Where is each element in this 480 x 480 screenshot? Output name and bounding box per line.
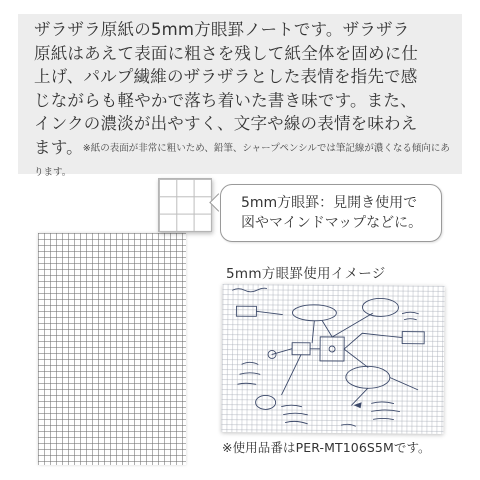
description-last-line: ます。 [34, 137, 83, 157]
grid-paper-illustration [38, 233, 186, 465]
mindmap-sample-image [221, 284, 444, 434]
description-footnote: ※紙の表面が非常に粗いため、鉛筆、シャープペンシルでは筆記線が濃くなる傾向にあります。 [34, 142, 450, 178]
callout-line: 図やマインドマップなどに。 [241, 215, 423, 231]
description-line: インクの濃淡が出やすく、文字や線の表情を味わえ [34, 114, 418, 133]
callout-line: 5mm方眼罫：見開き使用で [241, 195, 418, 211]
description-line: 原紙はあえて表面に粗さを残して紙全体を固めに仕 [34, 43, 419, 63]
description-line: じながらも軽やかで落ち着いた書き味です。また、 [34, 90, 417, 110]
mindmap-sketch [221, 284, 444, 434]
description-line: 上げ、パルプ繊維のザラザラとした表情を指先で感 [34, 67, 418, 86]
description-line [34, 136, 454, 185]
grid-zoom-detail [158, 178, 212, 232]
description-line: ザラザラ原紙の5mm方眼罫ノートです。ザラザラ [34, 20, 410, 39]
sample-title: 5mm方眼罫使用イメージ [226, 266, 386, 282]
product-number-note: ※使用品番はPER-MT106S5Mです。 [222, 440, 431, 455]
description-panel [18, 14, 462, 178]
usage-callout [220, 184, 442, 242]
